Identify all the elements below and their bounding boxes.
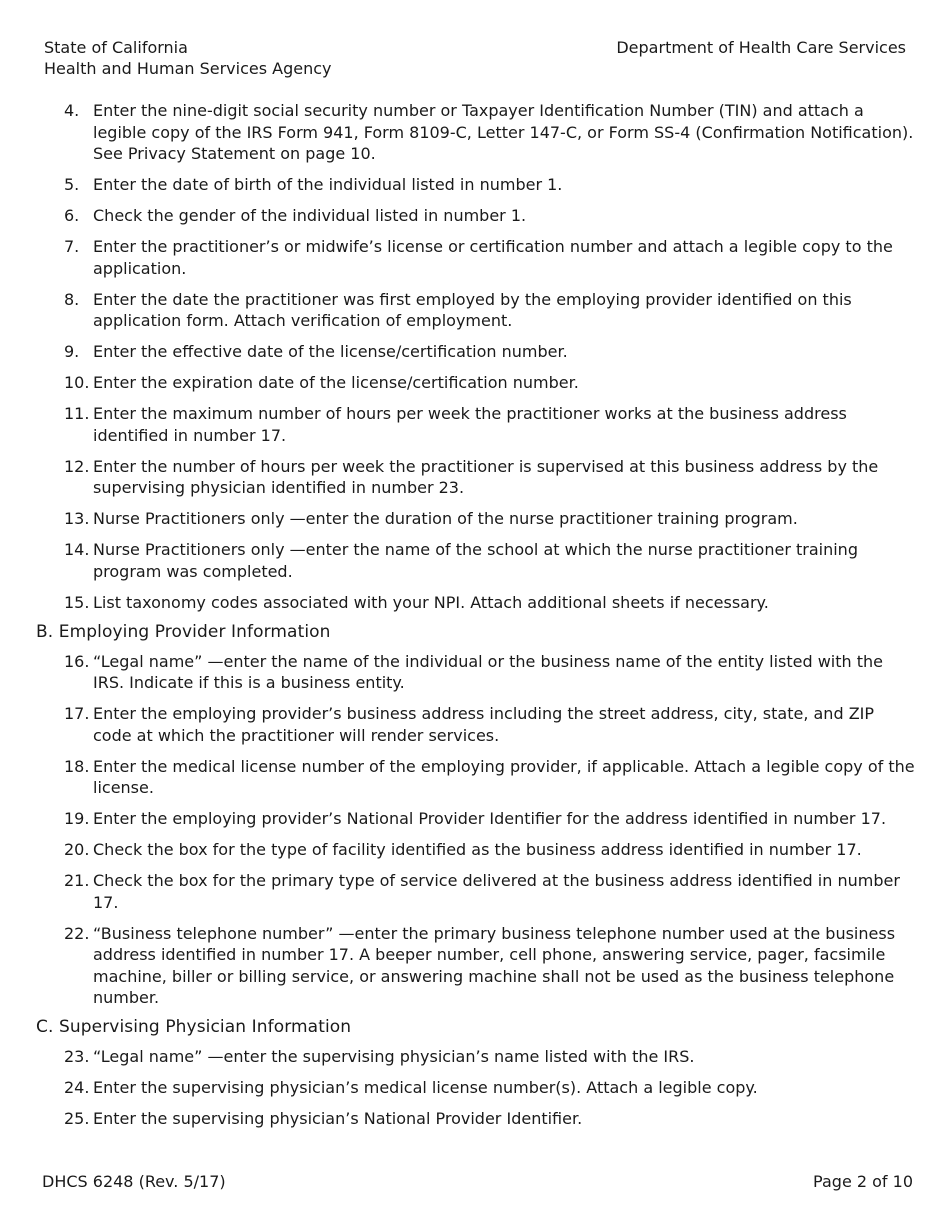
header-department: Department of Health Care Services (616, 38, 906, 57)
instruction-item (0, 1108, 950, 1130)
instruction-text: Enter the nine-digit social security number or Taxpayer Identification Number (TIN) and attach a legible copy of the IRS Form 941, Form 8109-C, Letter 147-C, or Form SS-4 (Confirmation Notification). See Privacy Statement on page 10. (93, 101, 914, 163)
instruction-number: 20. (64, 840, 90, 859)
instruction-number: 21. (64, 871, 90, 890)
instruction-text: “Legal name” —enter the name of the individual or the business name of the entity listed with the IRS. Indicate if this is a business entity. (93, 651, 884, 692)
instruction-number: 23. (64, 1047, 90, 1066)
instruction-text: Enter the employing provider’s business address including the street address, city, state, and ZIP code at which the practitioner will render services. (93, 704, 875, 745)
instruction-text: List taxonomy codes associated with your NPI. Attach additional sheets if necessary. (93, 592, 769, 612)
instruction-number: 15. (64, 592, 90, 612)
header-agency (44, 37, 332, 79)
instruction-item (0, 808, 950, 830)
instruction-item (0, 703, 950, 746)
instruction-item (0, 236, 950, 279)
instruction-number: 6. (64, 206, 80, 225)
instruction-number: 7. (64, 237, 80, 256)
instruction-item (0, 1046, 950, 1068)
instruction-number: 11. (64, 404, 90, 423)
section-heading-c: C. Supervising Physician Information (36, 1017, 352, 1037)
instruction-item (0, 592, 950, 614)
instruction-list-b (0, 651, 950, 1009)
instruction-text: Check the box for the primary type of service delivered at the business address identified in number 17. (93, 871, 900, 912)
instruction-text: Enter the number of hours per week the practitioner is supervised at this business address by the supervising physician identified in number 23. (93, 456, 879, 497)
instruction-item (0, 870, 950, 913)
instruction-number: 13. (64, 509, 90, 528)
instruction-number: 25. (64, 1109, 90, 1128)
instruction-item (0, 923, 950, 1009)
instruction-text: Check the box for the type of facility identified as the business address identified in number 17. (93, 840, 862, 859)
instruction-item (0, 508, 950, 530)
instruction-text: “Business telephone number” —enter the primary business telephone number used at the business address identified in number 17. A beeper number, cell phone, answering service, pager, facsimile machine, biller or billing service, or answering machine shall not be used as the business telephone number. (93, 923, 896, 1007)
instruction-item (0, 839, 950, 861)
instruction-list-a (0, 100, 950, 613)
instruction-number: 5. (64, 175, 80, 194)
instruction-item (0, 1077, 950, 1099)
instruction-item (0, 289, 950, 332)
instruction-text: Enter the date of birth of the individual listed in number 1. (93, 175, 563, 194)
instruction-item (0, 372, 950, 394)
instruction-number: 10. (64, 373, 90, 392)
header-agency-name: Health and Human Services Agency (44, 59, 332, 78)
instruction-item (0, 205, 950, 227)
instruction-number: 12. (64, 456, 90, 476)
instruction-number: 14. (64, 540, 90, 559)
instruction-text: Enter the practitioner’s or midwife’s license or certification number and attach a legible copy to the application. (93, 237, 893, 278)
instruction-number: 4. (64, 101, 80, 120)
instruction-text: Enter the employing provider’s National Provider Identifier for the address identified in number 17. (93, 809, 887, 828)
form-number: DHCS 6248 (Rev. 5/17) (42, 1172, 226, 1191)
instruction-text: “Legal name” —enter the supervising physician’s name listed with the IRS. (93, 1047, 695, 1066)
instruction-text: Enter the date the practitioner was first employed by the employing provider identified on this application form. Attach verification of employment. (93, 289, 852, 330)
instruction-item (0, 100, 950, 165)
instruction-item (0, 341, 950, 363)
instruction-item (0, 539, 950, 582)
instruction-text: Enter the medical license number of the employing provider, if applicable. Attach a legible copy of the license. (93, 756, 915, 797)
instruction-text: Check the gender of the individual listed in number 1. (93, 206, 527, 225)
section-heading-b: B. Employing Provider Information (36, 621, 331, 642)
instruction-number: 24. (64, 1078, 90, 1097)
instruction-number: 16. (64, 651, 90, 671)
instruction-number: 9. (64, 342, 80, 361)
instruction-number: 18. (64, 756, 90, 776)
instruction-text: Enter the maximum number of hours per week the practitioner works at the business address identified in number 17. (93, 404, 847, 445)
instruction-list-c (0, 1046, 950, 1130)
instruction-item (0, 403, 950, 446)
instruction-text: Nurse Practitioners only —enter the name of the school at which the nurse practitioner training program was completed. (93, 540, 858, 581)
header-state: State of California (44, 38, 188, 57)
instruction-text: Enter the expiration date of the license/certification number. (93, 373, 579, 392)
instruction-number: 8. (64, 289, 80, 309)
instruction-item (0, 756, 950, 799)
instruction-item (0, 651, 950, 694)
instruction-number: 19. (64, 809, 90, 828)
instruction-text: Nurse Practitioners only —enter the duration of the nurse practitioner training program. (93, 509, 798, 528)
page-number: Page 2 of 10 (813, 1172, 913, 1191)
instruction-text: Enter the supervising physician’s medical license number(s). Attach a legible copy. (93, 1078, 758, 1097)
instruction-text: Enter the effective date of the license/certification number. (93, 342, 568, 361)
instructions-body (0, 100, 950, 1139)
instruction-text: Enter the supervising physician’s National Provider Identifier. (93, 1109, 583, 1128)
instruction-item (0, 174, 950, 196)
instruction-number: 17. (64, 704, 90, 723)
instruction-number: 22. (64, 923, 90, 943)
instruction-item (0, 456, 950, 499)
